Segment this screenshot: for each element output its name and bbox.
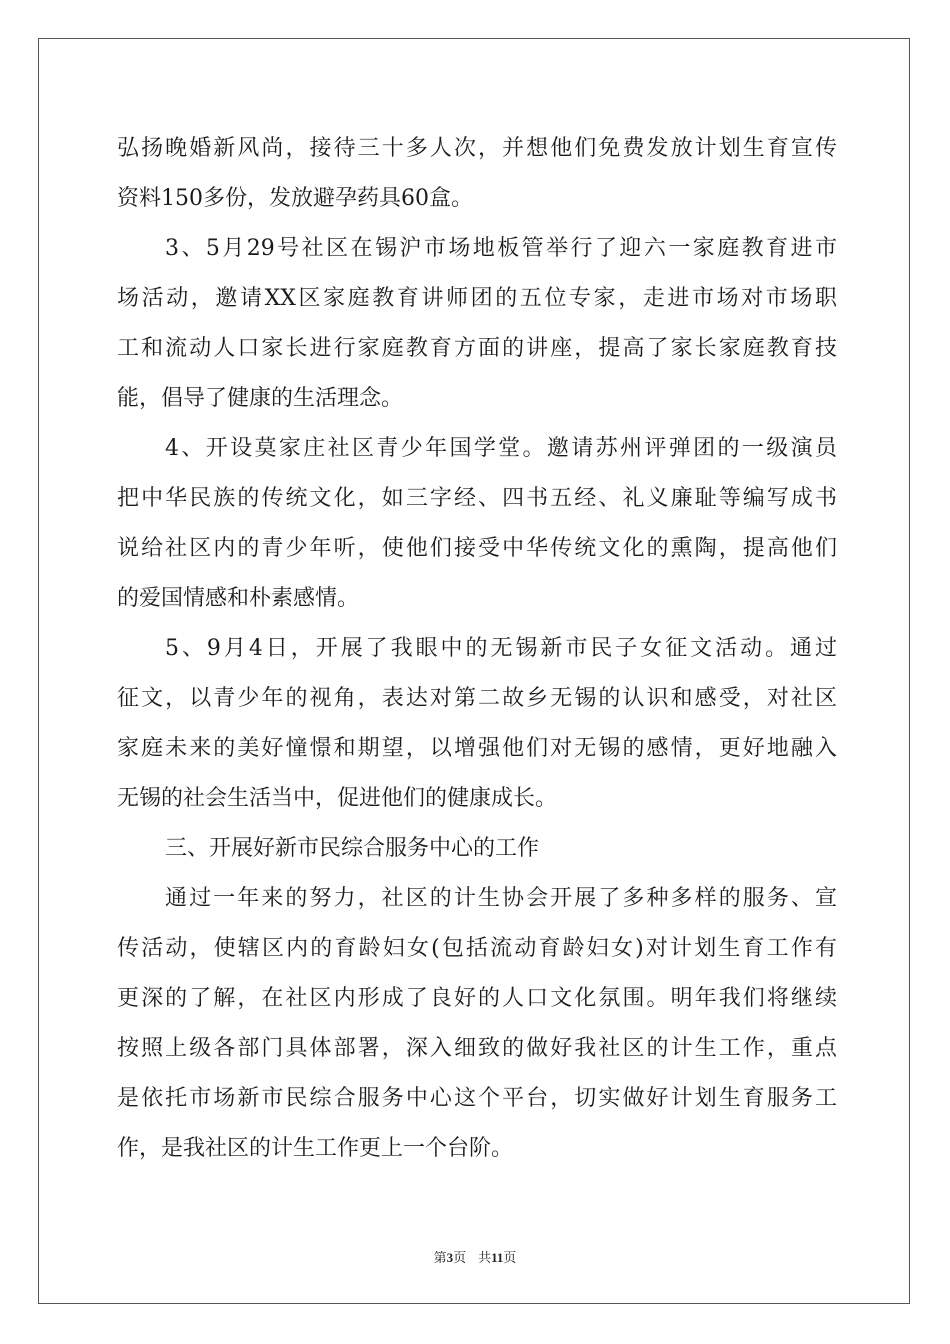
- total-prefix: 共: [478, 1250, 492, 1265]
- paragraph-line: 通过一年来的努力，社区的计生协会开展了多种多样的服务、宣: [165, 886, 837, 911]
- paragraph-line: 场活动，邀请XX区家庭教育讲师团的五位专家，走进市场对市场职: [117, 286, 837, 311]
- paragraph-line: 是依托市场新市民综合服务中心这个平台，切实做好计划生育服务工: [117, 1086, 837, 1111]
- paragraph-line: 弘扬晚婚新风尚，接待三十多人次，并想他们免费发放计划生育宣传: [117, 136, 837, 161]
- paragraph-line: 说给社区内的青少年听，使他们接受中华传统文化的熏陶，提高他们: [117, 536, 837, 561]
- page-footer: [0, 1247, 950, 1266]
- paragraph-line: 资料150多份，发放避孕药具60盒。: [117, 186, 473, 211]
- page-prefix: 第: [433, 1250, 447, 1265]
- paragraph-line: 作，是我社区的计生工作更上一个台阶。: [117, 1136, 514, 1161]
- paragraph-line: 4、开设莫家庄社区青少年国学堂。邀请苏州评弹团的一级演员: [165, 436, 837, 461]
- total-suffix: 页: [503, 1250, 517, 1265]
- page-suffix: 页: [453, 1250, 467, 1265]
- paragraph-line: 能，倡导了健康的生活理念。: [117, 386, 404, 411]
- paragraph-line: 家庭未来的美好憧憬和期望，以增强他们对无锡的感情，更好地融入: [117, 736, 837, 761]
- paragraph-line: 的爱国情感和朴素感情。: [117, 586, 360, 611]
- paragraph-line: 5、9月4日，开展了我眼中的无锡新市民子女征文活动。通过: [165, 636, 837, 661]
- paragraph-line: 征文，以青少年的视角，表达对第二故乡无锡的认识和感受，对社区: [117, 686, 837, 711]
- paragraph-line: 按照上级各部门具体部署，深入细致的做好我社区的计生工作，重点: [117, 1036, 837, 1061]
- document-body: [117, 124, 837, 1174]
- paragraph-line: 3、5月29号社区在锡沪市场地板管举行了迎六一家庭教育进市: [165, 236, 837, 261]
- section-heading: 三、开展好新市民综合服务中心的工作: [165, 836, 540, 861]
- page-number: 3: [446, 1250, 454, 1265]
- paragraph-line: 把中华民族的传统文化，如三字经、四书五经、礼义廉耻等编写成书: [117, 486, 837, 511]
- paragraph-line: 工和流动人口家长进行家庭教育方面的讲座，提高了家长家庭教育技: [117, 336, 837, 361]
- paragraph-line: 无锡的社会生活当中，促进他们的健康成长。: [117, 786, 558, 811]
- paragraph-line: 更深的了解，在社区内形成了良好的人口文化氛围。明年我们将继续: [117, 986, 837, 1011]
- total-pages: 11: [491, 1250, 504, 1265]
- paragraph-line: 传活动，使辖区内的育龄妇女(包括流动育龄妇女)对计划生育工作有: [117, 936, 837, 961]
